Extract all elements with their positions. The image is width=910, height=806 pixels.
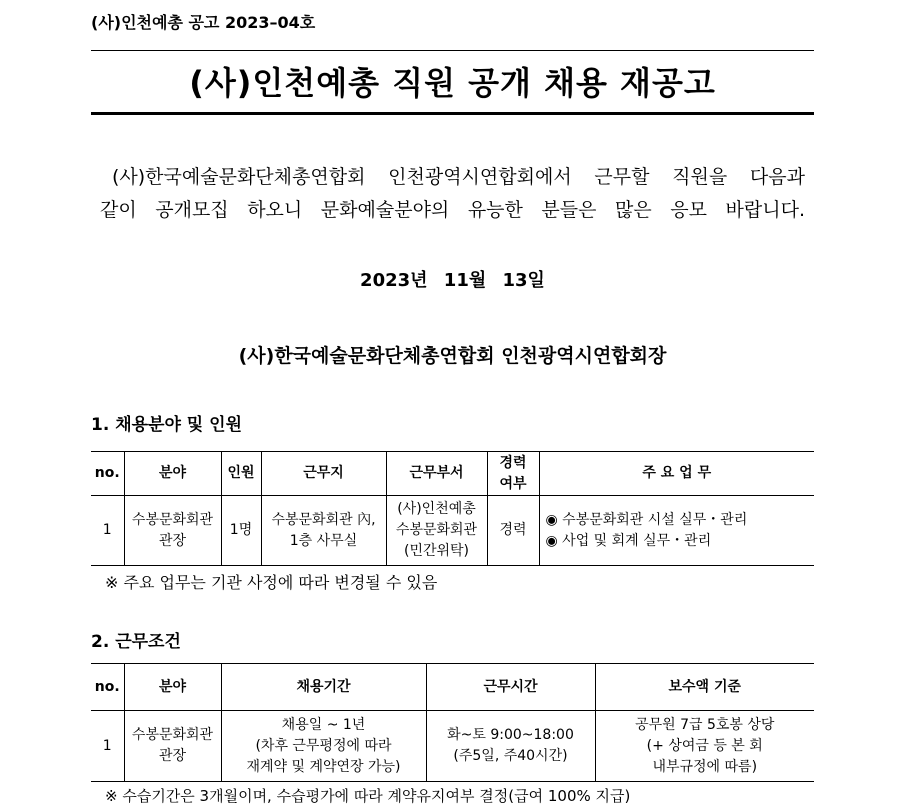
header-workplace: 근무지 [261,452,386,496]
cell-period-line-1: 채용일 ~ 1년 [281,716,366,733]
intro-line-2: 같이 공개모집 하오니 문화예술분야의 유능한 분들은 많은 응모 바랍니다. [100,199,805,221]
cell-field-line-1: 수봉문화회관 [131,727,214,743]
header-experience-line-1: 경력 [499,454,527,471]
cell-no: 1 [91,711,124,782]
table-row [91,496,814,566]
header-no: no. [91,452,124,496]
duty-item: ◉ 사업 및 회계 실무・관리 [545,532,712,549]
cell-hours-line-2: (주5일, 주40시간) [453,748,568,764]
table-row [91,711,814,782]
cell-department-line-3: (민간위탁) [403,543,470,559]
section-2-note: ※ 수습기간은 3개월이며, 수습평가에 따라 계약유지여부 결정(급여 100% 지급) [105,787,631,805]
section-2-heading: 2. 근무조건 [91,632,181,652]
cell-count: 1명 [221,496,261,566]
cell-pay-line-3: 내부규정에 따름) [652,758,758,775]
table-header-row [91,664,814,711]
header-no: no. [91,664,124,711]
cell-pay-line-1: 공무원 7급 5호봉 상당 [635,716,775,733]
cell-workplace-line-1: 수봉문화회관 內, [271,511,376,528]
cell-department [386,496,487,566]
cell-period [221,711,426,782]
notice-date: 2023년 11월 13일 [360,270,545,291]
cell-experience: 경력 [487,496,539,566]
page-title: (사)인천예총 직원 공개 채용 재공고 [189,64,716,102]
cell-department-line-2: 수봉문화회관 [395,522,478,538]
title-divider [91,112,814,115]
section-1-heading: 1. 채용분야 및 인원 [91,415,242,435]
header-pay: 보수액 기준 [595,664,814,711]
cell-field [124,496,221,566]
cell-period-line-2: (차후 근무평정에 따라 [255,737,392,754]
recruitment-table [91,451,814,566]
issuer: (사)한국예술문화단체총연합회 인천광역시연합회장 [238,345,667,367]
header-field: 분야 [124,452,221,496]
header-duties: 주 요 업 무 [539,452,814,496]
cell-workplace [261,496,386,566]
header-experience [487,452,539,496]
cell-workplace-line-2: 1층 사무실 [289,532,358,549]
cell-period-line-3: 재계약 및 계약연장 가능) [246,758,401,775]
intro-line-1: (사)한국예술문화단체총연합회 인천광역시연합회에서 근무할 직원을 다음과 [112,166,805,188]
header-department: 근무부서 [386,452,487,496]
header-field: 분야 [124,664,221,711]
intro-paragraph [100,161,805,227]
cell-no: 1 [91,496,124,566]
cell-duties [539,496,814,566]
header-hours: 근무시간 [426,664,595,711]
header-count: 인원 [221,452,261,496]
cell-field-line-2: 관장 [158,748,187,764]
header-experience-line-2: 여부 [499,475,527,492]
cell-hours-line-1: 화~토 9:00~18:00 [447,727,574,743]
header-period: 채용기간 [221,664,426,711]
cell-pay-line-2: (+ 상여금 등 본 회 [646,737,763,754]
top-divider [91,50,814,51]
cell-field-line-2: 관장 [158,532,187,549]
duty-item: ◉ 수봉문화회관 시설 실무・관리 [545,511,748,528]
conditions-table [91,663,814,782]
notice-number: (사)인천예총 공고 2023–04호 [91,13,316,32]
cell-field-line-1: 수봉문화회관 [131,511,214,528]
cell-field [124,711,221,782]
table-header-row [91,452,814,496]
section-1-note: ※ 주요 업무는 기관 사정에 따라 변경될 수 있음 [105,573,438,592]
cell-pay [595,711,814,782]
cell-hours [426,711,595,782]
cell-department-line-1: (사)인천예총 [397,501,476,517]
